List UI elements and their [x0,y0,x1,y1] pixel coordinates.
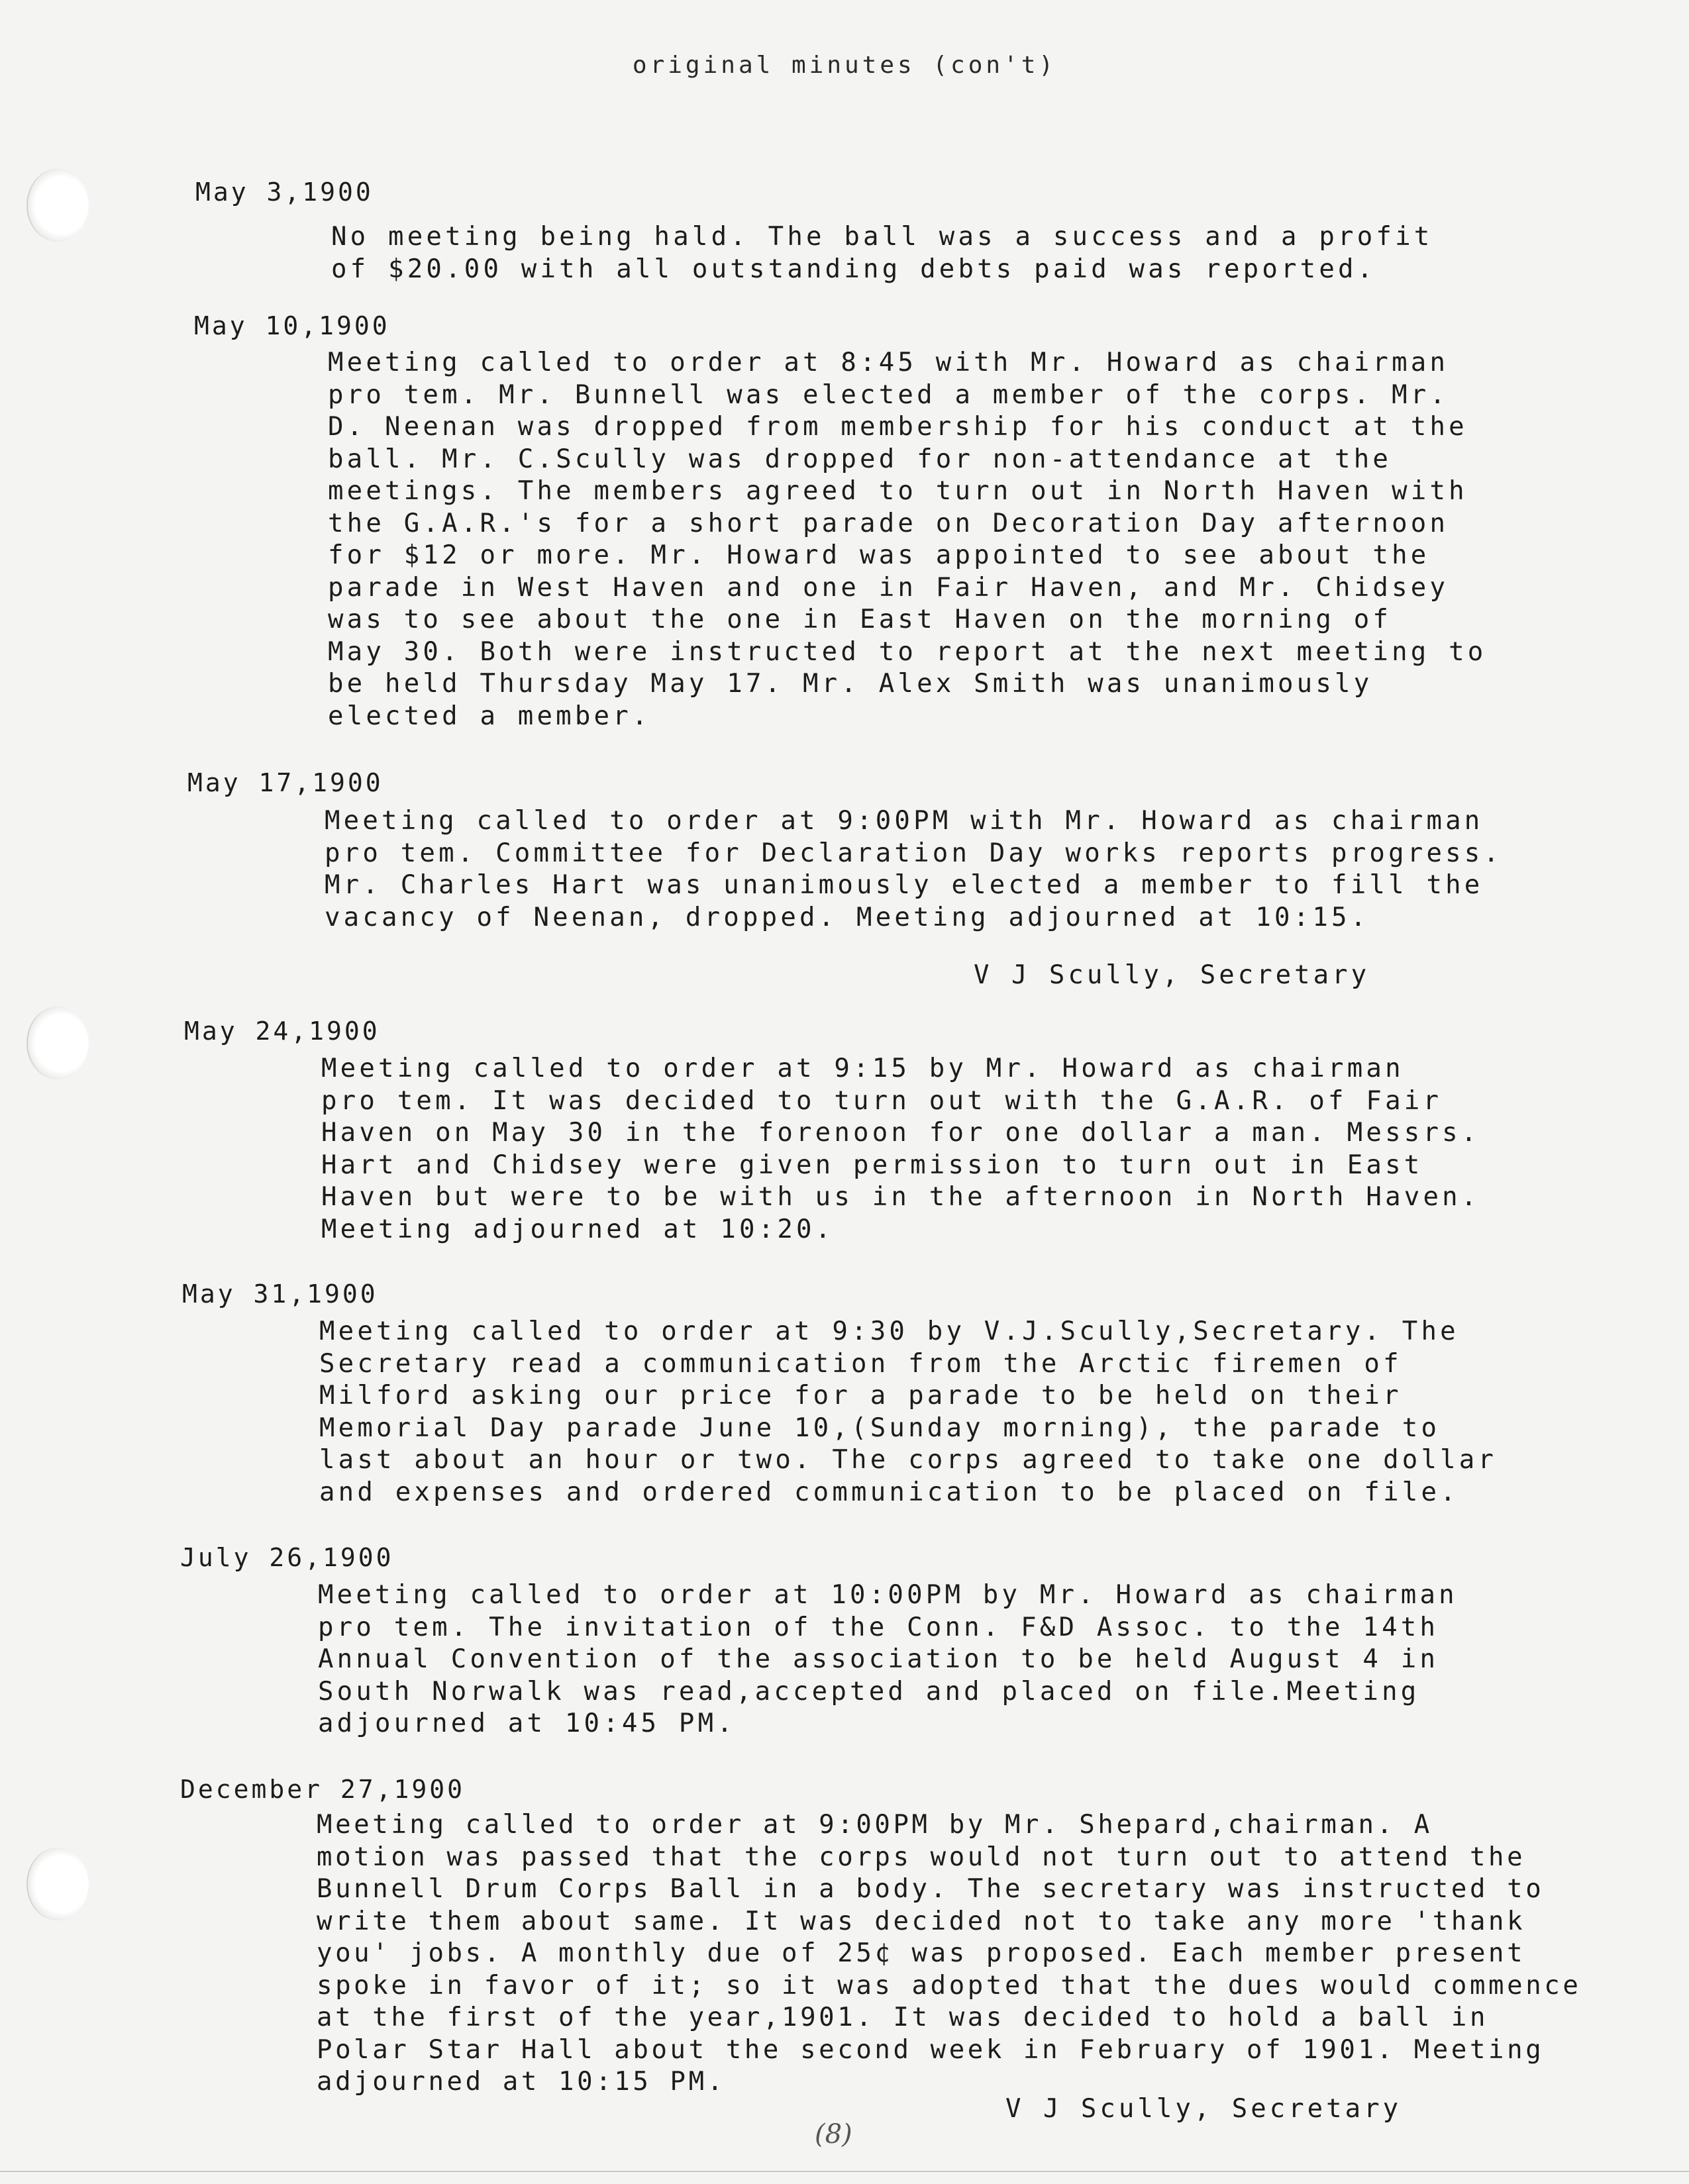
punch-hole [26,1007,89,1079]
secretary-signature: V J Scully, Secretary [1005,2094,1402,2124]
punch-hole [26,169,89,242]
entry-date: May 31,1900 [182,1279,378,1309]
entry-text: Meeting called to order at 9:00PM with Mr. Howard as chairman pro tem. Committee for Declaration Day works reports progress. Mr. Charles Hart was unanimously elected a member to fill the vacancy of Neenan, dropped. Meeting adjourned at 10:15. [325,806,1503,932]
punch-hole [26,1848,89,1920]
entry-text: Meeting called to order at 9:00PM by Mr. Shepard,chairman. A motion was passed that the corps would not turn out to attend the Bunnell Drum Corps Ball in a body. The secretary was instructed to write them about same. It was decided not to take any more 'thank you' jobs. A monthly due of 25¢ was proposed. Each member present spoke in favor of it; so it was adopted that the dues would commence at the first of the year,1901. It was decided to hold a ball in Polar Star Hall about the second week in February of 1901. Meeting adjourned at 10:15 PM. [317,1810,1582,2097]
secretary-signature: V J Scully, Secretary [974,960,1370,990]
entry-text: Meeting called to order at 8:45 with Mr. Howard as chairman pro tem. Mr. Bunnell was elected a member of the corps. Mr. D. Neenan was dropped from membership for his conduct at the ball. Mr. C.Scully was dropped for non-attendance at the meetings. The members agreed to turn out in North Haven with the G.A.R.'s for a short parade on Decoration Day afternoon for $12 or more. Mr. Howard was appointed to see about the parade in West Haven and one in Fair Haven, and Mr. Chidsey was to see about the one in East Haven on the morning of May 30. Both were instructed to report at the next meeting to be held Thursday May 17. Mr. Alex Smith was unanimously elected a member. [328,348,1487,731]
entry-date: December 27,1900 [180,1775,466,1804]
entry-date: May 17,1900 [187,768,384,797]
entry-text: Meeting called to order at 9:30 by V.J.Scully,Secretary. The Secretary read a communication from the Arctic firemen of Milford asking our price for a parade to be held on their Memorial Day parade June 10,(Sunday morning), the parade to last about an hour or two. The corps agreed to take one dollar and expenses and ordered communication to be placed on file. [319,1316,1498,1507]
entry-date: May 10,1900 [194,311,390,340]
entry-date: July 26,1900 [180,1543,394,1572]
entry-date: May 24,1900 [184,1017,380,1046]
page-header: original minutes (con't) [632,52,1057,79]
entry-text: Meeting called to order at 10:00PM by Mr. Howard as chairman pro tem. The invitation of the Conn. F&D Assoc. to the 14th Annual Convention of the association to be held August 4 in South Norwalk was read,accepted and placed on file.Meeting adjourned at 10:45 PM. [318,1580,1458,1738]
page-edge [0,2171,1689,2172]
page-number: (8) [815,2119,852,2150]
entry-text: No meeting being hald. The ball was a success and a profit of $20.00 with all outstanding debts paid was reported. [331,222,1433,284]
entry-text: Meeting called to order at 9:15 by Mr. Howard as chairman pro tem. It was decided to turn out with the G.A.R. of Fair Haven on May 30 in the forenoon for one dollar a man. Messrs. Hart and Chidsey were given permission to turn out in East Haven but were to be with us in the afternoon in North Haven. Meeting adjourned at 10:20. [321,1054,1480,1244]
entry-date: May 3,1900 [195,177,374,207]
